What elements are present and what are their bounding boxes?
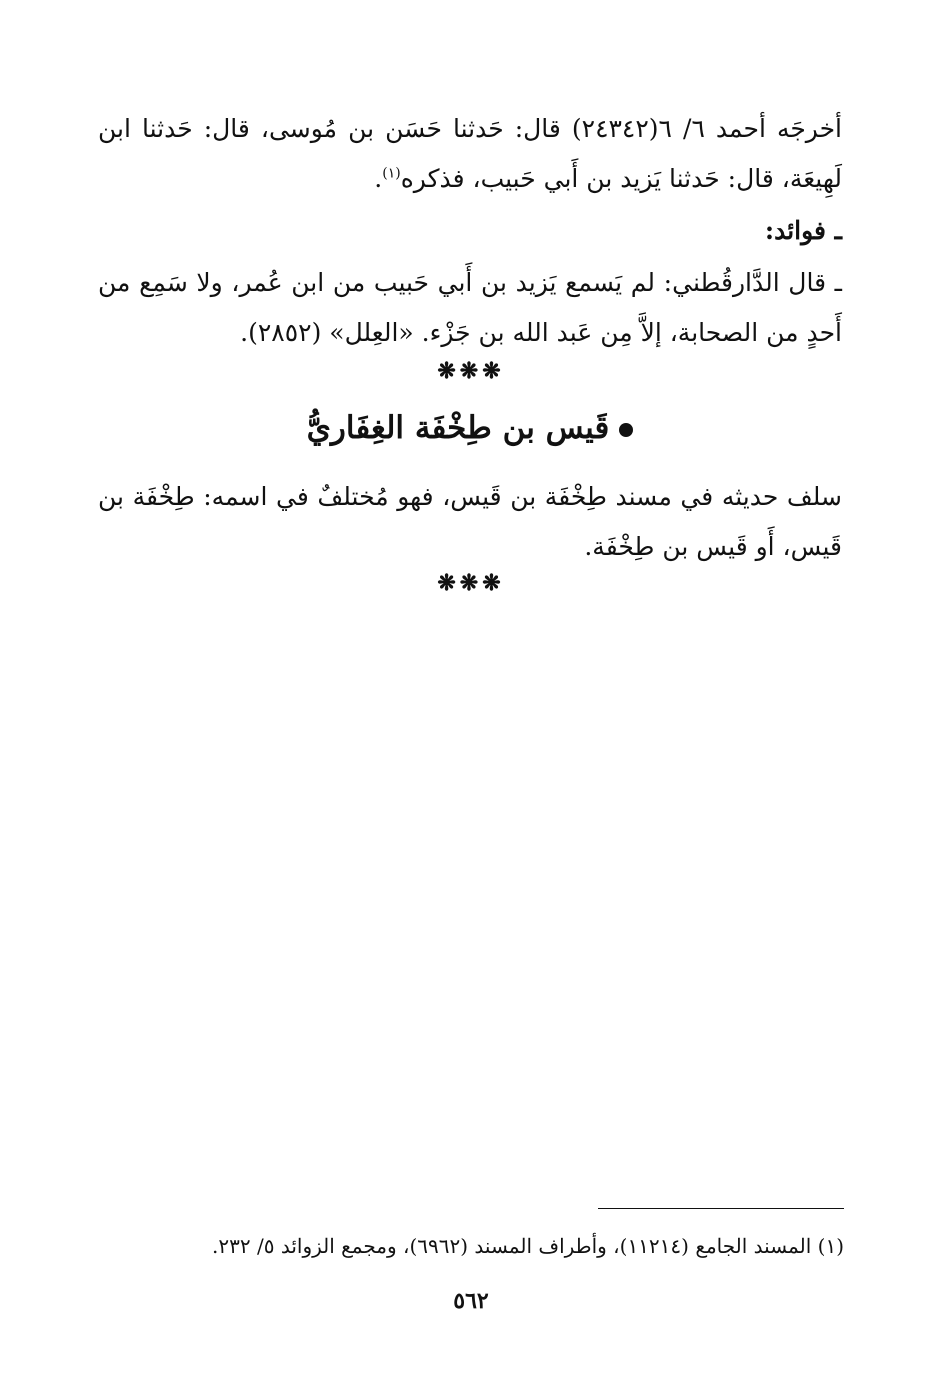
bullet-icon — [619, 423, 633, 437]
footnote: (١) المسند الجامع (١١٢١٤)، وأطراف المسند (٦٩٦٢)، ومجمع الزوائد ٥/ ٢٣٢. — [212, 1234, 844, 1258]
footnote-divider — [598, 1208, 844, 1209]
entry-title: قَيس بن طِخْفَة الغِفَاريُّ — [306, 410, 610, 446]
entry-heading — [98, 398, 842, 458]
fawaid-heading: ـ فوائد: — [764, 216, 842, 245]
takhrij-end: . — [374, 164, 383, 193]
takhrij-paragraph — [98, 104, 842, 204]
page-number: ٥٦٢ — [453, 1288, 489, 1314]
entry-body-paragraph: سلف حديثه في مسند طِخْفَة بن قَيس، فهو مُختلفٌ في اسمه: طِخْفَة بن قَيس، أَو قَيس بن طِخْفَة. — [98, 482, 842, 561]
section-separator: ❋❋❋ — [437, 570, 505, 596]
daraqutni-paragraph: ـ قال الدَّارقُطني: لم يَسمع يَزيد بن أَبي حَبيب من ابن عُمر، ولا سَمِع من أَحدٍ من الصحابة، إلاَّ مِن عَبد الله بن جَزْء. «العِلل» (٢٨٥٢). — [98, 268, 842, 347]
section-separator: ❋❋❋ — [437, 358, 505, 384]
takhrij-text: أخرجَه أحمد ٦/ ٦(٢٤٣٤٢) قال: حَدثنا حَسَن بن مُوسى، قال: حَدثنا ابن لَهِيعَة، قال: حَدثنا يَزيد بن أَبي حَبيب، فذكره — [98, 114, 842, 193]
footnote-reference[interactable]: (١) — [382, 165, 401, 182]
